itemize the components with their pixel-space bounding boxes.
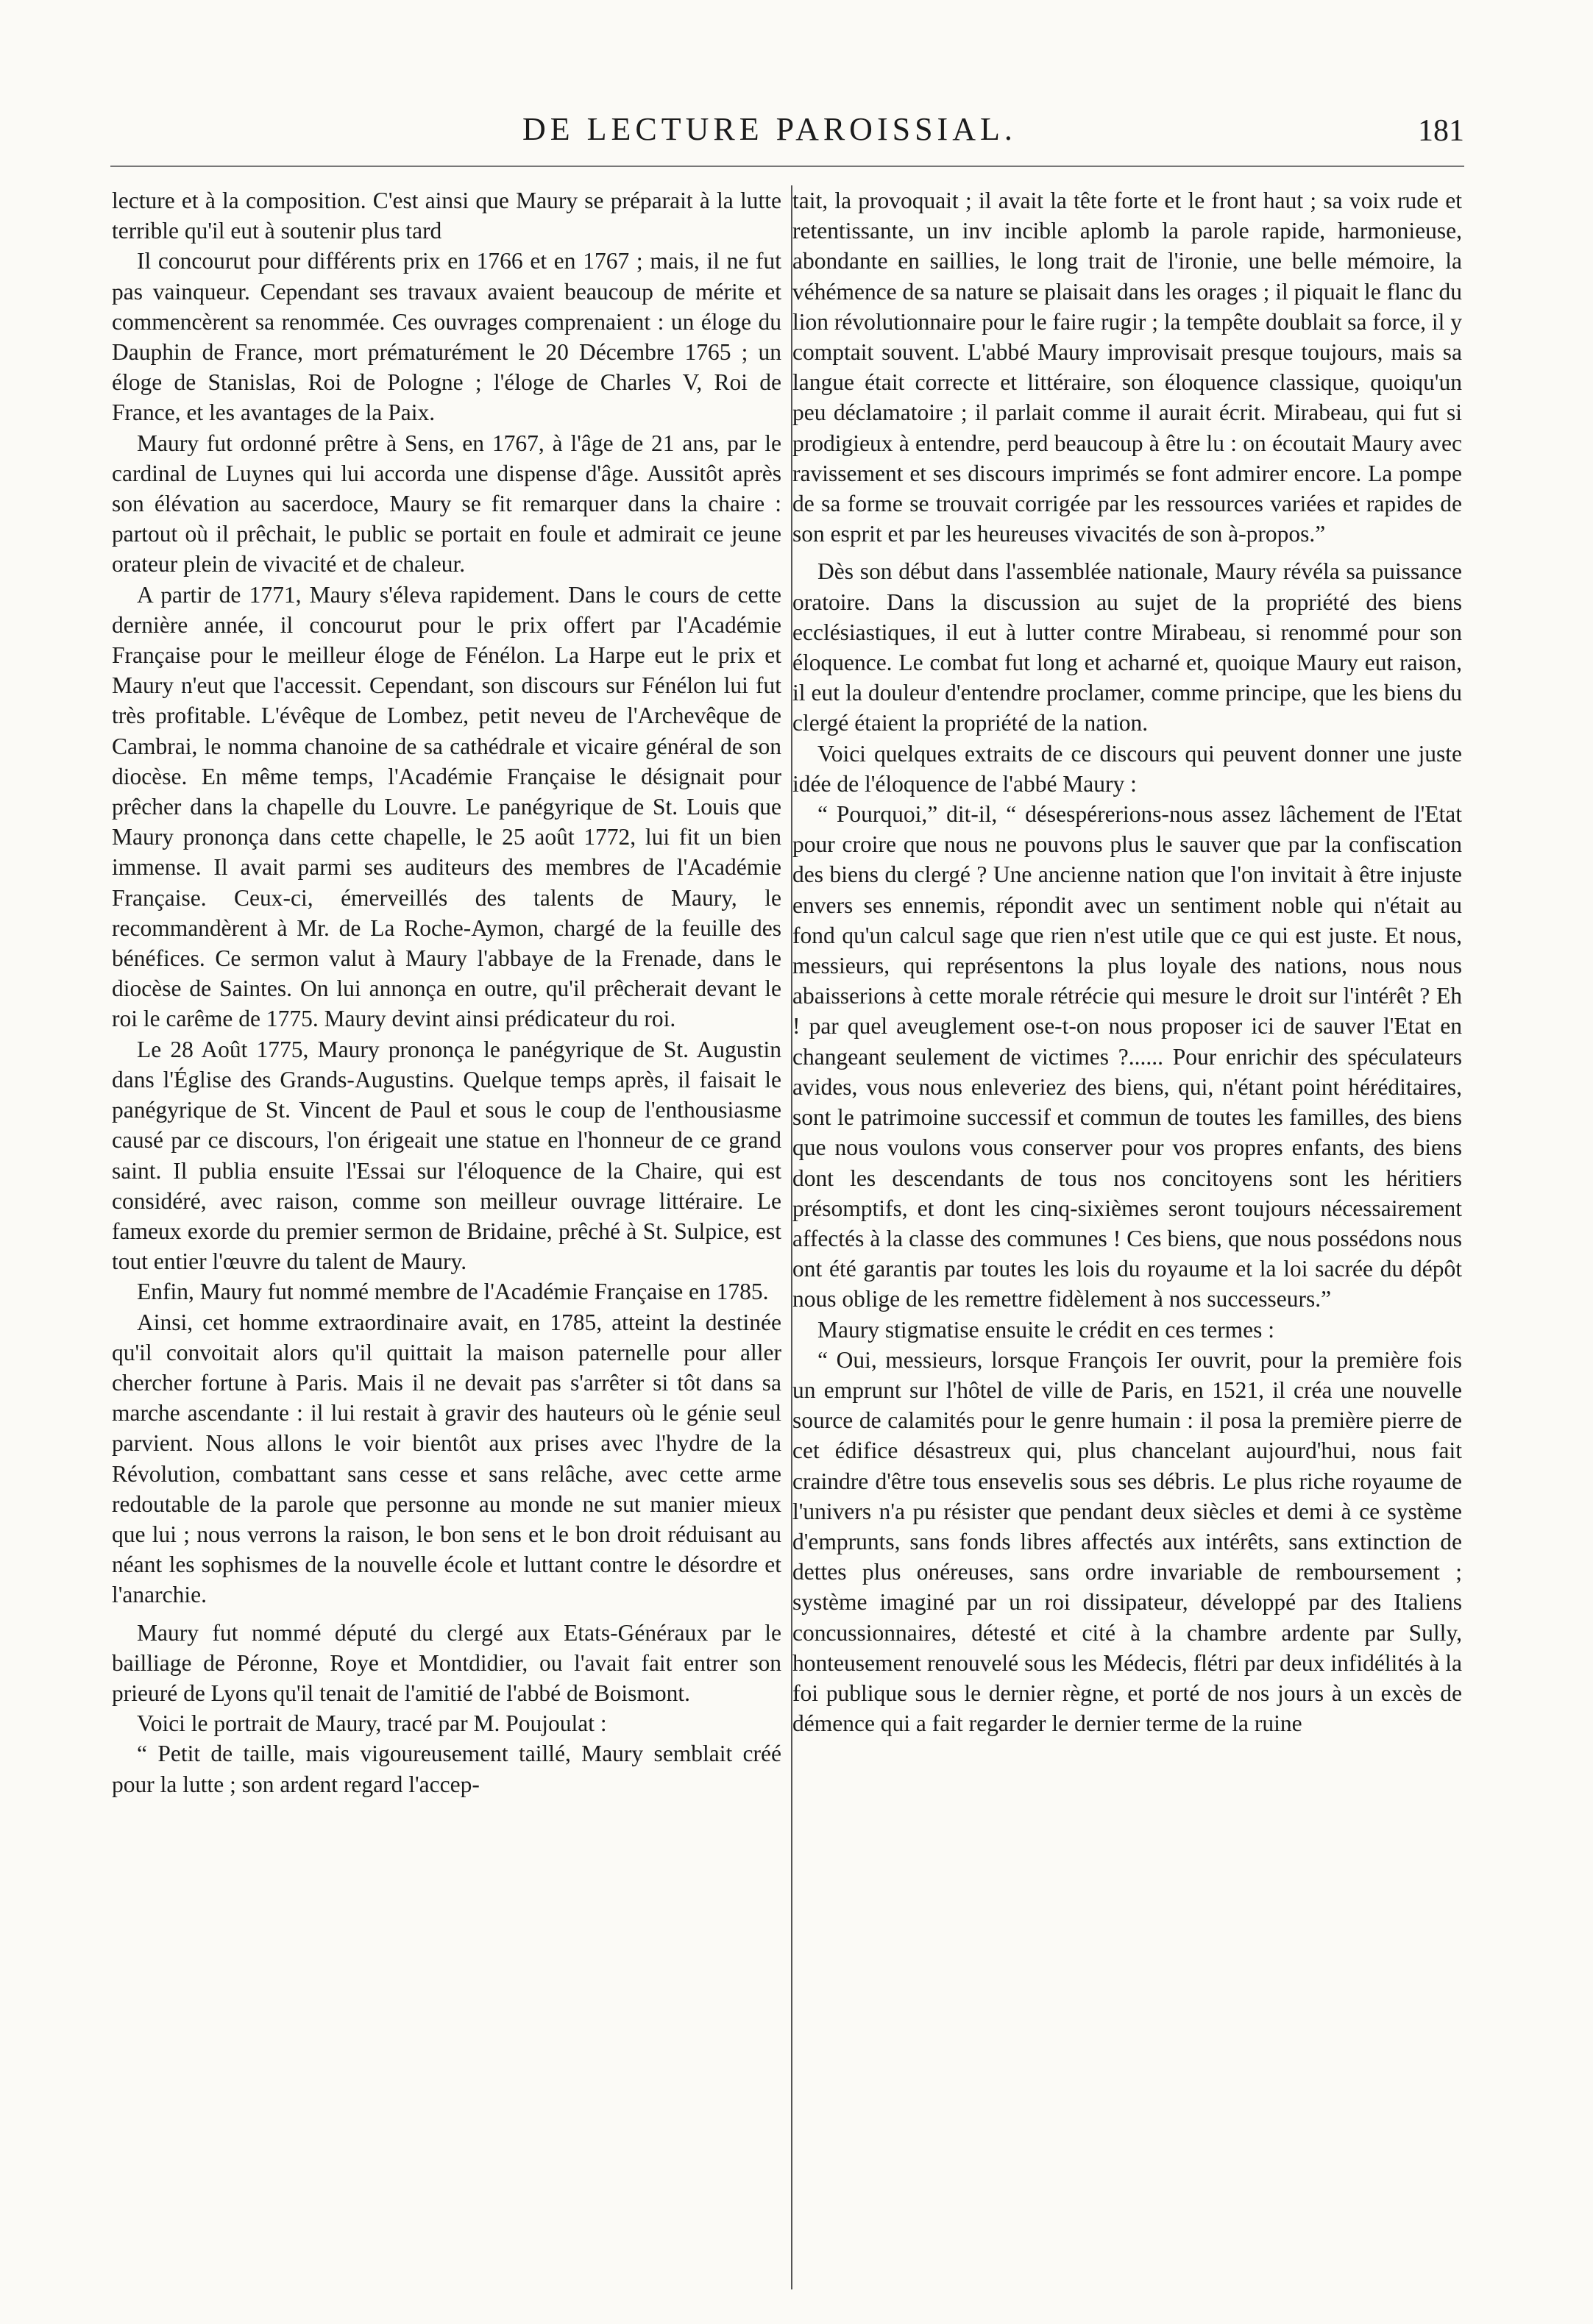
paragraph: A partir de 1771, Maury s'éleva rapidement. Dans le cours de cette dernière année, il concourut pour le prix offert par l'Académie Française pour le meilleur éloge de Fénélon. La Harpe eut le prix et Maury n'eut que l'accessit. Cependant, son discours sur Fénélon lui fut très profitable. L'évêque de Lombez, petit neveu de l'Archevêque de Cambrai, le nomma chanoine de sa cathédrale et vicaire général de son diocèse. En même temps, l'Académie Française le désignait pour prêcher dans la chapelle du Louvre. Le panégyrique de St. Louis que Maury prononça dans cette chapelle, le 25 août 1772, lui fit un bien immense. Il avait parmi ses auditeurs des membres de l'Académie Française. Ceux-ci, émerveillés des talents de Maury, le recommandèrent à Mr. de La Roche-Aymon, chargé de la feuille des bénéfices. Ce sermon valut à Maury l'abbaye de la Frenade, dans le diocèse de Saintes. On lui annonça en outre, qu'il prêcherait devant le roi le carême de 1775. Maury devint ainsi prédicateur du roi.: [112, 581, 781, 1032]
paragraph: tait, la provoquait ; il avait la tête forte et le front haut ; sa voix rude et retentissante, un inv incible aplomb la parole rapide, harmonieuse, abondante en saillies, le long trait de l'ironie, une belle mémoire, la véhémence de sa nature se plaisait dans les orages ; il piquait le flanc du lion révolutionnaire pour le faire rugir ; la tempête doublait sa force, il y comptait souvent. L'abbé Maury improvisait presque toujours, mais sa langue était correcte et littéraire, son éloquence classique, quoiqu'un peu déclamatoire ; il parlait comme il aurait écrit. Mirabeau, qui fut si prodigieux à entendre, perd beaucoup à être lu : on écoutait Maury avec ravissement et ses discours imprimés se font admirer encore. La pompe de sa forme se trouvait corrigée par les ressources variées et rapides de son esprit et par les heureuses vivacités de son à-propos.”: [792, 188, 1462, 547]
page-number: 181: [1418, 114, 1464, 148]
page-header: [110, 110, 1464, 154]
paragraph: Ainsi, cet homme extraordinaire avait, en 1785, atteint la destinée qu'il convoitait alors qu'il quittait la maison paternelle pour aller chercher fortune à Paris. Mais il ne devait pas s'arrêter si tôt dans sa marche ascendante : il lui restait à gravir des hauteurs où le génie seul parvient. Nous allons le voir bientôt aux prises avec l'hydre de la Révolution, combattant sans cesse et sans relâche, avec cette arme redoutable de la parole que personne au monde ne sut manier mieux que lui ; nous verrons la raison, le bon sens et le bon droit réduisant au néant les sophismes de la nouvelle école et luttant contre le désordre et l'anarchie.: [112, 1309, 781, 1608]
paragraph: Voici le portrait de Maury, tracé par M. Poujoulat :: [137, 1710, 607, 1737]
paragraph: Il concourut pour différents prix en 1766 et en 1767 ; mais, il ne fut pas vainqueur. Cependant ses travaux avaient beaucoup de mérite et commencèrent sa renommée. Ces ouvrages comprenaient : un éloge du Dauphin de France, mort prématurément le 20 Décembre 1765 ; un éloge de Stanislas, Roi de Pologne ; l'éloge de Charles V, Roi de France, et les avantages de la Paix.: [112, 248, 781, 426]
paragraph: Maury stigmatise ensuite le crédit en ces termes :: [817, 1316, 1275, 1343]
paragraph: lecture et à la composition. C'est ainsi que Maury se préparait à la lutte terrible qu'il eut à soutenir plus tard: [112, 188, 781, 244]
left-column: [112, 185, 781, 2289]
paragraph: Voici quelques extraits de ce discours qui peuvent donner une juste idée de l'éloquence de l'abbé Maury :: [792, 740, 1462, 797]
running-title: DE LECTURE PAROISSIAL.: [522, 111, 1017, 147]
paragraph: “ Oui, messieurs, lorsque François Ier ouvrit, pour la première fois un emprunt sur l'hôtel de ville de Paris, en 1521, il créa une nouvelle source de calamités pour le genre humain : il posa la première pierre de cet édifice désastreux qui, plus chancelant aujourd'hui, nous fait craindre d'être tous ensevelis sous ses débris. Le plus riche royaume de l'univers n'a pu résister que pendant deux siècles et demi à ce système d'emprunts, sans fonds libres affectés aux intérêts, sans extinction de dettes plus onéreuses, sans ordre invariable de remboursement ; système imaginé par un roi dissipateur, développé par des Italiens concussionnaires, détesté et cité à la chambre ardente par Sully, honteusement renouvelé sous les Médecis, flétri par deux infidélités à la foi publique sous le dernier règne, et porté de nos jours à un excès de démence qui a fait regarder le dernier terme de la ruine: [792, 1346, 1462, 1737]
paragraph: Dès son début dans l'assemblée nationale, Maury révéla sa puissance oratoire. Dans la discussion au sujet de la propriété des biens ecclésiastiques, il eut à lutter contre Mirabeau, si renommé pour son éloquence. Le combat fut long et acharné et, quoique Maury eut raison, il eut la douleur d'entendre proclamer, comme principe, que les biens du clergé étaient la propriété de la nation.: [792, 558, 1462, 736]
paragraph: Le 28 Août 1775, Maury prononça le panégyrique de St. Augustin dans l'Église des Grands-Augustins. Quelque temps après, il faisait le panégyrique de St. Vincent de Paul et sous le coup de l'enthousiasme causé par ce discours, l'on érigeait une statue en l'honneur de ce grand saint. Il publia ensuite l'Essai sur l'éloquence de la Chaire, qui est considéré, avec raison, comme son meilleur ouvrage littéraire. Le fameux exorde du premier sermon de Bridaine, prêché à St. Sulpice, est tout entier l'œuvre du talent de Maury.: [112, 1036, 781, 1275]
right-column: [792, 185, 1462, 2289]
header-rule: [110, 166, 1464, 167]
paragraph: Maury fut ordonné prêtre à Sens, en 1767, à l'âge de 21 ans, par le cardinal de Luynes qui lui accorda une dispense d'âge. Aussitôt après son élévation au sacerdoce, Maury se fit remarquer dans la chaire : partout où il prêchait, le public se portait en foule et admirait ce jeune orateur plein de vivacité et de chaleur.: [112, 430, 781, 578]
paragraph: Enfin, Maury fut nommé membre de l'Académie Française en 1785.: [137, 1279, 769, 1305]
paragraph: Maury fut nommé député du clergé aux Etats-Généraux par le bailliage de Péronne, Roye et Montdidier, ou l'avait fait entrer son prieuré de Lyons qu'il tenait de l'amitié de l'abbé de Boismont.: [112, 1619, 781, 1706]
paragraph: “ Pourquoi,” dit-il, “ désespérerions-nous assez lâchement de l'Etat pour croire que nous ne pouvons plus le sauver que par la confiscation des biens du clergé ? Une ancienne nation que l'on invitait à être injuste envers ses ennemis, répondit avec un sentiment noble qui n'était au fond qu'un calcul sage que rien n'est utile que ce qui est juste. Et nous, messieurs, qui représentons la plus loyale des nations, nous nous abaisserions à cette morale rétrécie qui mesure le droit sur l'intérêt ? Eh ! par quel aveuglement ose-t-on nous proposer ici de sauver l'Etat en changeant seulement de victimes ?...... Pour enrichir des spéculateurs avides, vous nous enleveriez des biens, qui, n'étant point héréditaires, sont le patrimoine successif et commun de toutes les familles, des biens que nous voulons vous conserver pour vos propres enfants, des biens dont les descendants de tous nos concitoyens sont les héritiers présomptifs, et dont les cinq-sixièmes seront toujours nécessairement affectés à la classe des communes ! Ces biens, que nous possédons nous ont été garantis par toutes les lois du royaume et la loi sacrée du dépôt nous oblige de les remettre fidèlement à nos successeurs.”: [792, 801, 1462, 1312]
paragraph: “ Petit de taille, mais vigoureusement taillé, Maury semblait créé pour la lutte ; son ardent regard l'accep-: [112, 1741, 781, 1797]
